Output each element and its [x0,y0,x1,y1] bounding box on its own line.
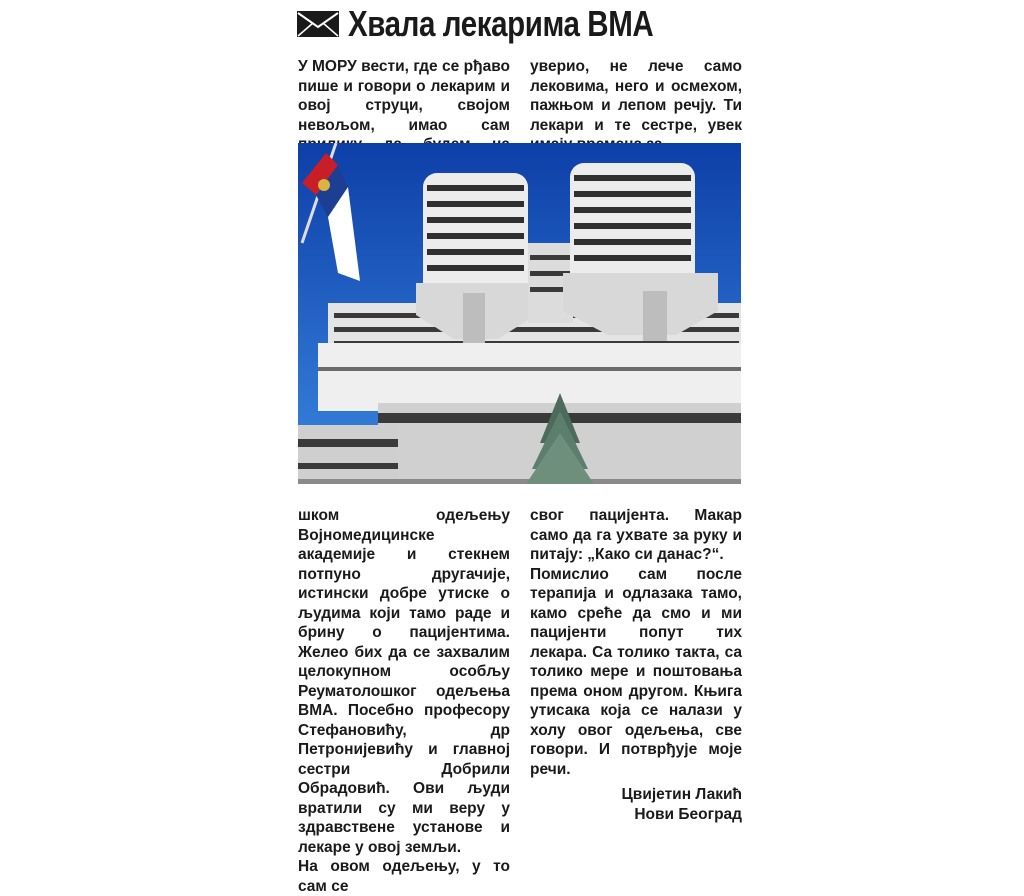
paragraph: уверио, не лече само лековима, него и осмехом, пажњом и лепом речју. Ти лекари и те сестре, увек [530,58,742,134]
left-tower [416,173,536,343]
paragraph: У МОРУ вести, где се рђаво пише и говори о лекарим и овој струци, својом невољом, имао сам [298,58,510,134]
envelope-icon [296,10,340,38]
paragraph: шком одељењу Војномедицинске академије и стекнем потпуно другачије, истински добре утиске о људима који тамо раде и брину о пацијентима. Желео бих да се захвалим целокупном особљу Реуматолошког одељења ВМА. Посебно професору Стефановићу, др Петронијевићу и главној сестри Добрили Обрадовић. Ови људи вратили су ми веру у здравствене установе и лекаре у овој земљи. [298,507,510,856]
author-location: Нови Београд [634,805,742,823]
author-name: Цвијетин Лакић [621,786,742,803]
column-top-right [530,57,742,155]
paragraph: Помислио сам после терапија и одлазака тамо, камо среће да смо и ми пацијенти попут тих лекара. Са толико такта, са толико мере и поштовања према оном другом. Књига утисака која се налази у холу овог одељења, све говори. И потврђује моје речи. [530,565,742,778]
signature [530,785,742,824]
headline [296,2,720,46]
column-bottom-right [530,506,742,824]
right-tower [563,163,718,341]
headline-text: Хвала лекарима ВМА [348,3,654,44]
paragraph: На овом одељењу, у то сам се [298,858,510,895]
hospital-building-photo [298,143,741,484]
paragraph: свог пацијента. Макар само да га ухвате за руку и питају: „Како си данас?“. [530,507,742,563]
column-bottom-left [298,506,510,896]
